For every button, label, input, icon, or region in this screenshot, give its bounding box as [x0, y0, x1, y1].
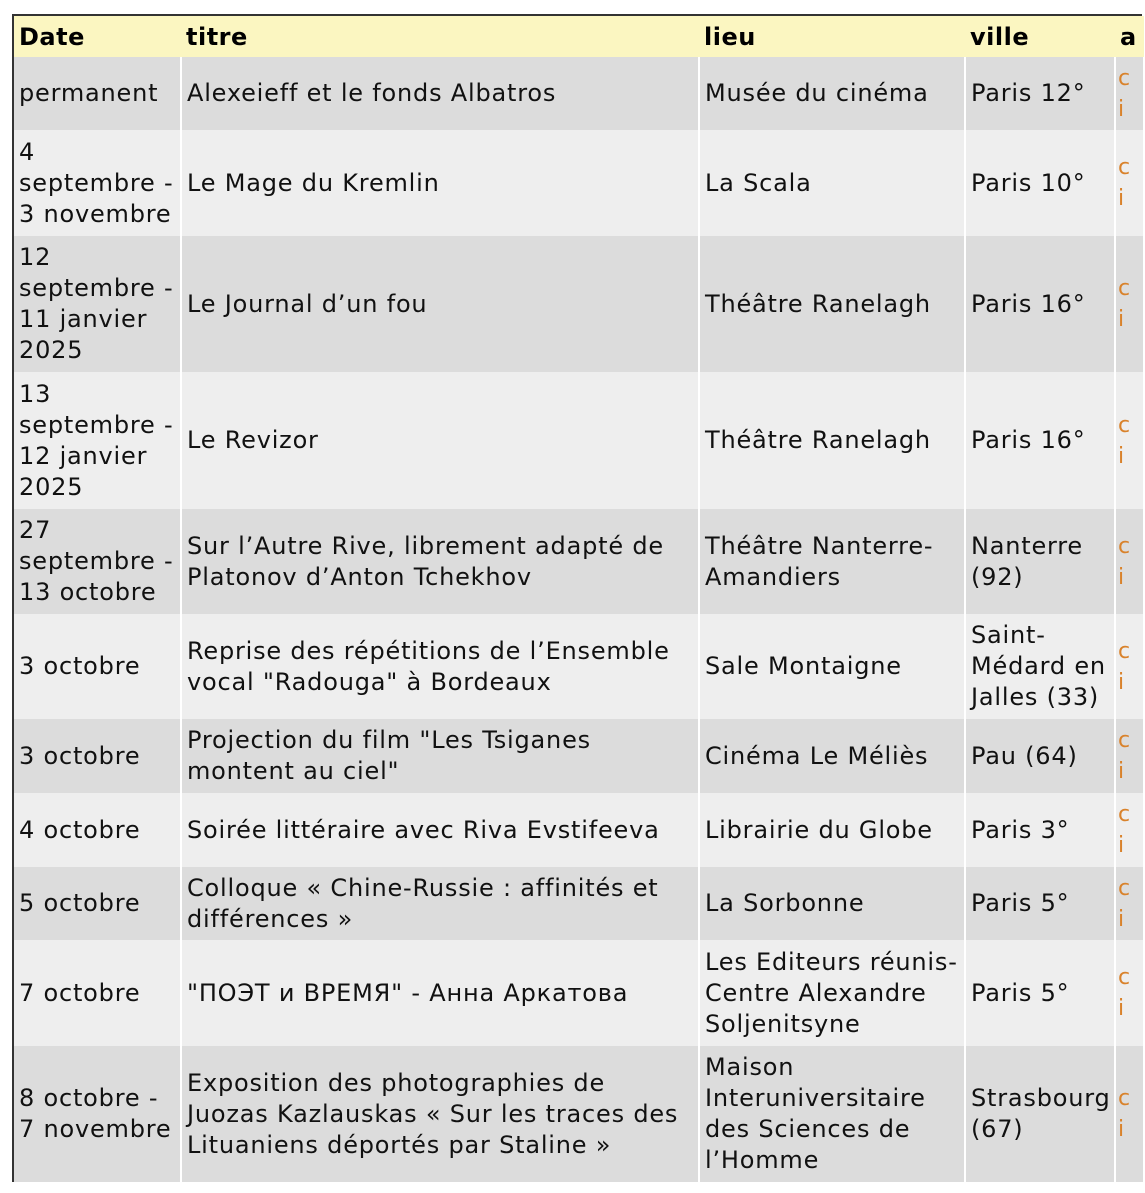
table-row — [14, 1046, 1144, 1182]
action-link-2[interactable]: i — [1118, 996, 1125, 1021]
action-link-1[interactable]: c — [1118, 965, 1131, 990]
cell-titre: Reprise des répétitions de l’Ensemble vocal "Radouga" à Bordeaux — [181, 614, 699, 719]
table-row — [14, 57, 1144, 130]
header-ville[interactable]: ville — [965, 16, 1115, 57]
cell-ville: Paris 5° — [965, 940, 1115, 1046]
action-link-1[interactable]: c — [1118, 533, 1131, 559]
cell-date: 3 octobre — [14, 614, 181, 719]
action-link-1[interactable]: c — [1118, 728, 1131, 753]
cell-titre: Le Journal d’un fou — [181, 236, 699, 372]
table-row — [14, 130, 1144, 236]
cell-titre: Colloque « Chine-Russie : affinités et différences » — [181, 867, 699, 940]
cell-ville: Nanterre (92) — [965, 509, 1115, 614]
cell-lieu: Théâtre Ranelagh — [699, 236, 965, 372]
cell-actions[interactable] — [1115, 509, 1144, 614]
cell-titre: Le Revizor — [181, 372, 699, 509]
cell-date: 5 octobre — [14, 867, 181, 940]
cell-titre: "ПОЭТ и ВРЕМЯ" - Анна Аркатова — [181, 940, 699, 1046]
cell-lieu: Théâtre Nanterre-Amandiers — [699, 509, 965, 614]
cell-lieu: Musée du cinéma — [699, 57, 965, 130]
action-link-1[interactable]: c — [1118, 65, 1131, 91]
cell-ville: Paris 5° — [965, 867, 1115, 940]
table-row — [14, 940, 1144, 1046]
cell-date: 8 octobre - 7 novembre — [14, 1046, 181, 1182]
action-link-2[interactable]: i — [1118, 759, 1125, 784]
cell-ville: Paris 16° — [965, 236, 1115, 372]
cell-actions[interactable] — [1115, 867, 1144, 940]
table-row — [14, 614, 1144, 719]
action-link-1[interactable]: c — [1118, 638, 1131, 664]
header-row — [14, 16, 1144, 57]
table-row — [14, 793, 1144, 867]
cell-date: 4 septembre - 3 novembre — [14, 130, 181, 236]
action-link-1[interactable]: c — [1118, 276, 1131, 301]
cell-date: 27 septembre - 13 octobre — [14, 509, 181, 614]
action-link-2[interactable]: i — [1118, 1117, 1125, 1142]
cell-titre: Le Mage du Kremlin — [181, 130, 699, 236]
header-actions[interactable]: a — [1115, 16, 1144, 57]
cell-ville: Saint-Médard en Jalles (33) — [965, 614, 1115, 719]
action-link-1[interactable]: c — [1118, 875, 1131, 901]
cell-ville: Paris 16° — [965, 372, 1115, 509]
cell-titre: Exposition des photographies de Juozas Kazlauskas « Sur les traces des Lituaniens déportés par Staline » — [181, 1046, 699, 1182]
cell-titre: Sur l’Autre Rive, librement adapté de Platonov d’Anton Tchekhov — [181, 509, 699, 614]
action-link-2[interactable]: i — [1118, 96, 1125, 122]
cell-ville: Paris 3° — [965, 793, 1115, 867]
action-link-2[interactable]: i — [1118, 186, 1125, 211]
cell-ville: Strasbourg (67) — [965, 1046, 1115, 1182]
cell-actions[interactable] — [1115, 1046, 1144, 1182]
events-table-frame — [12, 14, 1142, 1182]
action-link-2[interactable]: i — [1118, 669, 1125, 695]
cell-actions[interactable] — [1115, 940, 1144, 1046]
action-link-1[interactable]: c — [1118, 155, 1131, 180]
cell-actions[interactable] — [1115, 719, 1144, 793]
cell-date: 4 octobre — [14, 793, 181, 867]
cell-lieu: La Sorbonne — [699, 867, 965, 940]
cell-lieu: Librairie du Globe — [699, 793, 965, 867]
header-lieu[interactable]: lieu — [699, 16, 965, 57]
table-row — [14, 236, 1144, 372]
cell-actions[interactable] — [1115, 793, 1144, 867]
cell-ville: Pau (64) — [965, 719, 1115, 793]
table-row — [14, 372, 1144, 509]
action-link-1[interactable]: c — [1118, 412, 1131, 438]
table-row — [14, 719, 1144, 793]
table-row — [14, 509, 1144, 614]
cell-actions[interactable] — [1115, 614, 1144, 719]
cell-actions[interactable] — [1115, 372, 1144, 509]
cell-date: permanent — [14, 57, 181, 130]
header-titre[interactable]: titre — [181, 16, 699, 57]
cell-lieu: La Scala — [699, 130, 965, 236]
cell-ville: Paris 12° — [965, 57, 1115, 130]
cell-lieu: Cinéma Le Méliès — [699, 719, 965, 793]
action-link-2[interactable]: i — [1118, 833, 1125, 858]
cell-actions[interactable] — [1115, 236, 1144, 372]
cell-actions[interactable] — [1115, 130, 1144, 236]
cell-titre: Soirée littéraire avec Riva Evstifeeva — [181, 793, 699, 867]
cell-date: 12 septembre - 11 janvier 2025 — [14, 236, 181, 372]
cell-lieu: Théâtre Ranelagh — [699, 372, 965, 509]
cell-titre: Alexeieff et le fonds Albatros — [181, 57, 699, 130]
table-row — [14, 867, 1144, 940]
cell-date: 7 octobre — [14, 940, 181, 1046]
action-link-2[interactable]: i — [1118, 307, 1125, 332]
cell-date: 13 septembre - 12 janvier 2025 — [14, 372, 181, 509]
cell-lieu: Sale Montaigne — [699, 614, 965, 719]
cell-ville: Paris 10° — [965, 130, 1115, 236]
cell-lieu: Les Editeurs réunis-Centre Alexandre Soljenitsyne — [699, 940, 965, 1046]
action-link-2[interactable]: i — [1118, 443, 1125, 469]
action-link-1[interactable]: c — [1118, 802, 1131, 827]
events-table — [14, 16, 1145, 1182]
cell-lieu: Maison Interuniversitaire des Sciences de l’Homme — [699, 1046, 965, 1182]
header-date[interactable]: Date — [14, 16, 181, 57]
action-link-1[interactable]: c — [1118, 1086, 1131, 1111]
cell-actions[interactable] — [1115, 57, 1144, 130]
cell-titre: Projection du film "Les Tsiganes montent au ciel" — [181, 719, 699, 793]
action-link-2[interactable]: i — [1118, 906, 1125, 932]
action-link-2[interactable]: i — [1118, 564, 1125, 590]
cell-date: 3 octobre — [14, 719, 181, 793]
